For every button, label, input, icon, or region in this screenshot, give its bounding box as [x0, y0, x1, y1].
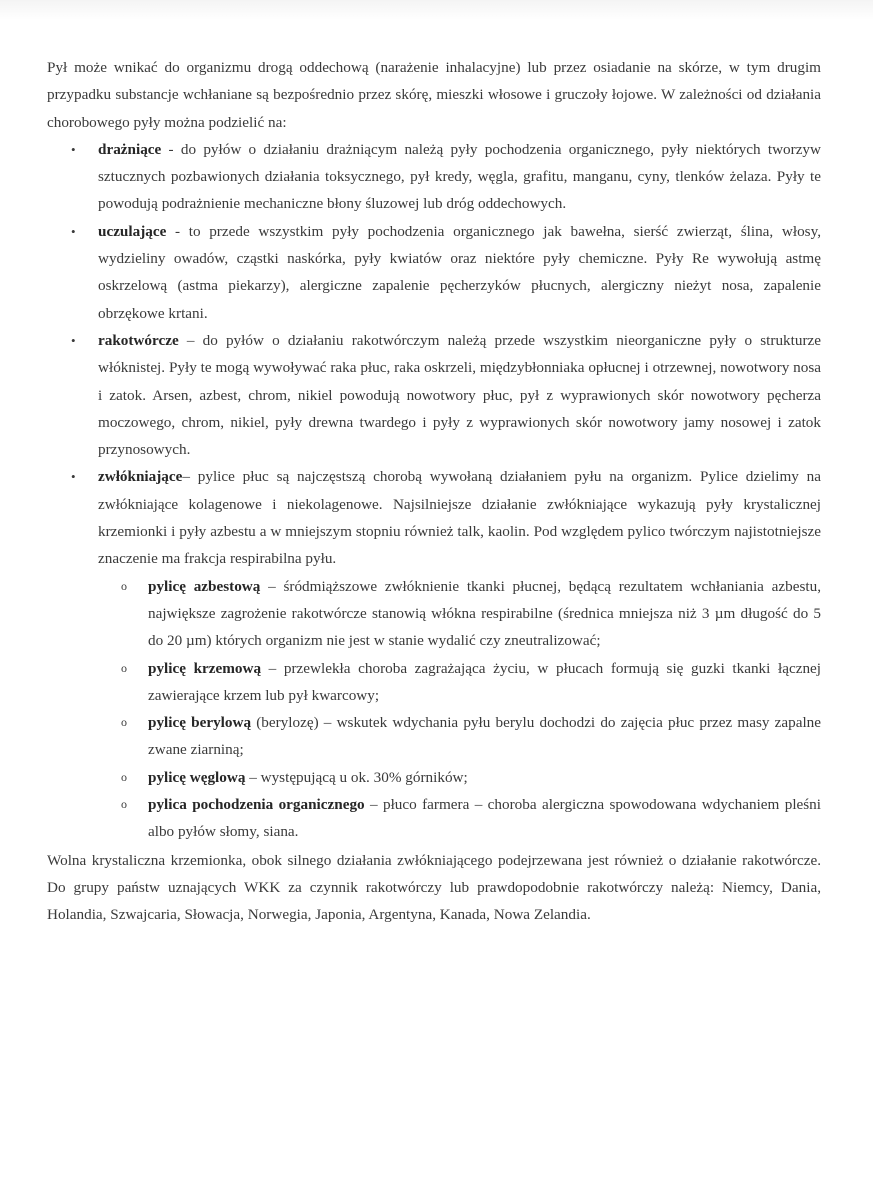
subitem-description: – płuco farmera – choroba alergiczna spowodowana wdychaniem pleśni albo pyłów słomy, siana.	[148, 796, 822, 841]
scan-edge-shadow	[0, 0, 873, 20]
category-description: - to przede wszystkim pyły pochodzenia organicznego jak bawełna, sierść zwierząt, ślina, włosy, wydzieliny owadów, cząstki naskórka, pyły kwiatów oraz niektóre pyły chemiczne. Pyły Re wywołują astmę oskrzelową (astma piekarzy), alergiczne zapalenie pęcherzyków płucnych, alergiczny nieżyt nosa, zapalenie obrzękowe krtani.	[98, 222, 821, 322]
subitem-asbestosis	[98, 573, 821, 655]
category-fibrogenic	[47, 463, 821, 845]
category-term: rakotwórcze	[98, 331, 179, 349]
category-description: – pylice płuc są najczęstszą chorobą wywołaną działaniem pyłu na organizm. Pylice dzielimy na zwłókniające kolagenowe i niekolagenowe. Najsilniejsze działanie zwłókniające wykazują pyły krystalicznej krzemionki i pyły azbestu a w mniejszym stopniu również talk, kaolin. Pod względem pylico twórczym najistotniejsze znaczenie ma frakcja respirabilna pyłu.	[98, 468, 821, 568]
sub-bullet-marker: o	[121, 660, 127, 675]
category-term: drażniące	[98, 140, 162, 158]
subitem-term: pylicę berylową	[148, 714, 252, 732]
bullet-marker: •	[71, 223, 76, 239]
subitem-description: – śródmiąższowe zwłóknienie tkanki płucnej, będącą rezultatem wchłaniania azbestu, największe zagrożenie rakotwórcze stanowią włókna respirabilne (średnica mniejsza niż 3 µm długość do 5 do 20 µm) których organizm nie jest w stanie wydalić czy zneutralizować;	[148, 577, 822, 650]
subitem-organic	[98, 791, 821, 846]
dust-categories-list	[47, 136, 821, 846]
category-term: zwłókniające	[98, 468, 183, 486]
subitem-berylliosis	[98, 709, 821, 764]
subitem-term: pylica pochodzenia organicznego	[148, 796, 365, 814]
category-irritating	[47, 136, 821, 218]
subitem-term: pylicę azbestową	[148, 577, 261, 595]
sub-bullet-marker: o	[121, 769, 127, 784]
sub-bullet-marker: o	[121, 578, 127, 593]
category-allergenic	[47, 218, 821, 327]
subitem-coal-workers	[98, 764, 821, 791]
category-carcinogenic	[47, 327, 821, 463]
subitem-silicosis	[98, 655, 821, 710]
subitem-description: – występującą u ok. 30% górników;	[245, 768, 468, 786]
sub-bullet-marker: o	[121, 797, 127, 812]
category-description: – do pyłów o działaniu rakotwórczym należą przede wszystkim nieorganiczne pyły o strukturze włóknistej. Pyły te mogą wywoływać raka płuc, raka oskrzeli, międzybłonniaka opłucnej i otrzewnej, nowotwory nosa i zatok. Arsen, azbest, chrom, nikiel powodują nowotwory płuc, pył z wyprawionych skór nowotwory pęcherza moczowego, chrom, nikiel, pyły drewna twardego i pyły z wyprawionych skór nowotwory jamy nosowej i zatok przynosowych.	[98, 331, 821, 459]
pneumoconiosis-list	[98, 573, 821, 846]
category-description: - do pyłów o działaniu drażniącym należą pyły pochodzenia organicznego, pyły niektórych tworzyw sztucznych pozbawionych działania toksycznego, pył kredy, węgla, grafitu, manganu, cyny, tlenków żelaza. Pyły te powodują podrażnienie mechaniczne błony śluzowej lub dróg oddechowych.	[98, 140, 821, 213]
bullet-marker: •	[71, 332, 76, 348]
bullet-marker: •	[71, 469, 76, 485]
subitem-term: pylicę węglową	[148, 768, 246, 786]
subitem-description: (berylozę) – wskutek wdychania pyłu berylu dochodzi do zajęcia płuc przez masy zapalne zwane ziarniną;	[148, 714, 822, 759]
intro-paragraph: Pył może wnikać do organizmu drogą oddechową (narażenie inhalacyjne) lub przez osiadanie na skórze, w tym drugim przypadku substancje wchłaniane są bezpośrednio przez skórę, mieszki włosowe i gruczoły łojowe. W zależności od działania chorobowego pyły można podzielić na:	[47, 59, 821, 131]
subitem-description: – przewlekła choroba zagrażająca życiu, w płucach formują się guzki tkanki łącznej zawierające krzem lub pył kwarcowy;	[148, 659, 821, 704]
subitem-term: pylicę krzemową	[148, 659, 262, 677]
category-term: uczulające	[98, 222, 167, 240]
bullet-marker: •	[71, 141, 76, 157]
closing-paragraph: Wolna krystaliczna krzemionka, obok silnego działania zwłókniającego podejrzewana jest również o działanie rakotwórcze. Do grupy państw uznających WKK za czynnik rakotwórczy lub prawdopodobnie rakotwórczy należą: Niemcy, Dania, Holandia, Szwajcaria, Słowacja, Norwegia, Japonia, Argentyna, Kanada, Nowa Zelandia.	[47, 851, 821, 924]
sub-bullet-marker: o	[121, 715, 127, 730]
